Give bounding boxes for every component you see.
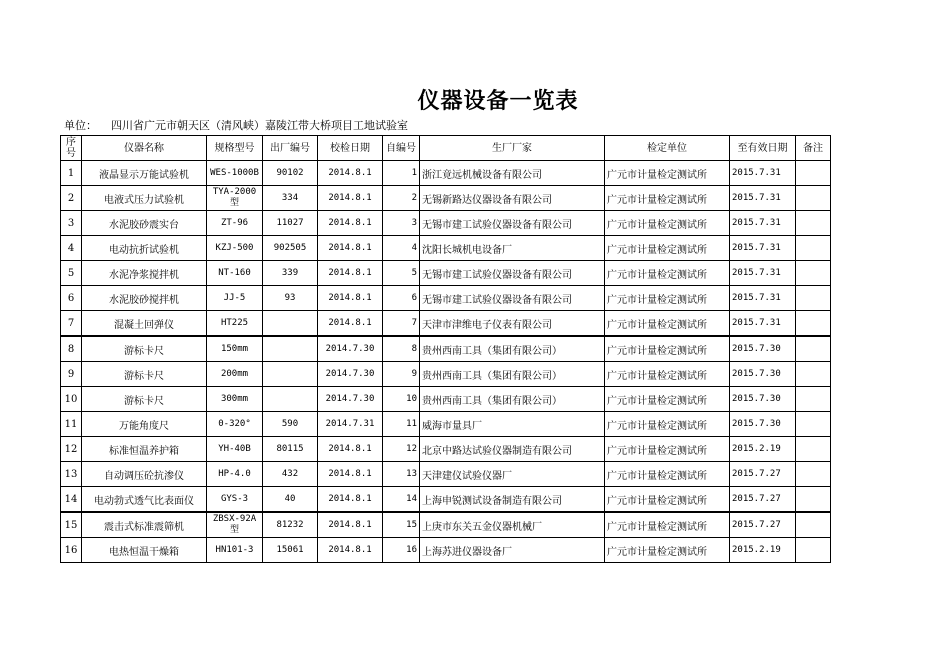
cell-date: 2014.8.1	[318, 512, 383, 538]
cell-inspector: 广元市计量检定测试所	[605, 512, 730, 538]
cell-maker: 上海申锐测试设备制造有限公司	[420, 487, 605, 513]
cell-maker: 天津建仪试验仪器厂	[420, 462, 605, 487]
table-row	[61, 512, 831, 538]
cell-remark	[796, 336, 831, 362]
cell-inspector: 广元市计量检定测试所	[605, 336, 730, 362]
cell-inspector: 广元市计量检定测试所	[605, 362, 730, 387]
header-date: 校检日期	[318, 136, 383, 161]
cell-remark	[796, 538, 831, 563]
cell-valid: 2015.7.30	[730, 336, 796, 362]
header-model: 规格型号	[207, 136, 263, 161]
cell-name: 电动抗折试验机	[82, 236, 207, 261]
header-name: 仪器名称	[82, 136, 207, 161]
cell-name: 游标卡尺	[82, 362, 207, 387]
cell-inspector: 广元市计量检定测试所	[605, 487, 730, 513]
table-row	[61, 487, 831, 513]
cell-remark	[796, 211, 831, 236]
cell-valid: 2015.7.27	[730, 512, 796, 538]
cell-maker: 威海市量具厂	[420, 412, 605, 437]
cell-date: 2014.8.1	[318, 437, 383, 462]
cell-remark	[796, 462, 831, 487]
cell-serial: 40	[263, 487, 318, 513]
cell-seq: 14	[61, 487, 82, 513]
cell-maker: 北京中路达试验仪器制造有限公司	[420, 437, 605, 462]
cell-seq: 10	[61, 387, 82, 412]
cell-seq: 11	[61, 412, 82, 437]
cell-seq: 16	[61, 538, 82, 563]
table-row	[61, 161, 831, 186]
cell-serial: 11027	[263, 211, 318, 236]
cell-self-no: 8	[383, 336, 420, 362]
cell-remark	[796, 512, 831, 538]
cell-seq: 15	[61, 512, 82, 538]
cell-seq: 1	[61, 161, 82, 186]
cell-serial: 432	[263, 462, 318, 487]
cell-model: 200mm	[207, 362, 263, 387]
unit-line	[64, 117, 408, 133]
cell-remark	[796, 362, 831, 387]
cell-maker: 天津市津维电子仪表有限公司	[420, 311, 605, 337]
cell-seq: 13	[61, 462, 82, 487]
cell-name: 水泥净浆搅拌机	[82, 261, 207, 286]
table-row	[61, 437, 831, 462]
cell-self-no: 16	[383, 538, 420, 563]
cell-self-no: 1	[383, 161, 420, 186]
cell-remark	[796, 311, 831, 337]
cell-serial: 93	[263, 286, 318, 311]
cell-date: 2014.7.30	[318, 362, 383, 387]
cell-serial: 339	[263, 261, 318, 286]
cell-inspector: 广元市计量检定测试所	[605, 387, 730, 412]
cell-seq: 3	[61, 211, 82, 236]
cell-model: ZT-96	[207, 211, 263, 236]
cell-remark	[796, 412, 831, 437]
header-self-no: 自编号	[383, 136, 420, 161]
cell-maker: 沈阳长城机电设备厂	[420, 236, 605, 261]
cell-inspector: 广元市计量检定测试所	[605, 412, 730, 437]
cell-remark	[796, 286, 831, 311]
cell-self-no: 4	[383, 236, 420, 261]
cell-seq: 8	[61, 336, 82, 362]
cell-model: JJ-5	[207, 286, 263, 311]
header-seq: 序号	[61, 136, 82, 161]
cell-valid: 2015.7.30	[730, 362, 796, 387]
cell-model: TYA-2000型	[207, 186, 263, 211]
cell-name: 水泥胶砂震实台	[82, 211, 207, 236]
cell-maker: 贵州西南工具（集团有限公司）	[420, 336, 605, 362]
cell-name: 电液式压力试验机	[82, 186, 207, 211]
cell-maker: 浙江竟远机械设备有限公司	[420, 161, 605, 186]
cell-self-no: 15	[383, 512, 420, 538]
cell-remark	[796, 487, 831, 513]
cell-self-no: 11	[383, 412, 420, 437]
table-row	[61, 236, 831, 261]
cell-remark	[796, 186, 831, 211]
table-header-row	[61, 136, 831, 161]
table-row	[61, 362, 831, 387]
cell-valid: 2015.7.30	[730, 387, 796, 412]
cell-date: 2014.8.1	[318, 538, 383, 563]
table-row	[61, 412, 831, 437]
cell-remark	[796, 387, 831, 412]
page-title: 仪器设备一览表	[417, 89, 579, 114]
unit-label: 单位：	[64, 119, 97, 132]
cell-self-no: 12	[383, 437, 420, 462]
cell-name: 游标卡尺	[82, 336, 207, 362]
cell-model: HT225	[207, 311, 263, 337]
header-maker: 生厂厂家	[420, 136, 605, 161]
cell-maker: 贵州西南工具（集团有限公司）	[420, 362, 605, 387]
cell-name: 自动调压砼抗渗仪	[82, 462, 207, 487]
cell-seq: 4	[61, 236, 82, 261]
cell-remark	[796, 261, 831, 286]
cell-valid: 2015.7.30	[730, 412, 796, 437]
cell-serial: 81232	[263, 512, 318, 538]
cell-inspector: 广元市计量检定测试所	[605, 311, 730, 337]
table-row	[61, 462, 831, 487]
cell-name: 标准恒温养护箱	[82, 437, 207, 462]
cell-valid: 2015.7.31	[730, 211, 796, 236]
cell-model: 300mm	[207, 387, 263, 412]
cell-model: YH-40B	[207, 437, 263, 462]
cell-remark	[796, 161, 831, 186]
cell-model: HN101-3	[207, 538, 263, 563]
cell-self-no: 13	[383, 462, 420, 487]
cell-name: 震击式标准震筛机	[82, 512, 207, 538]
equipment-table	[60, 135, 831, 563]
table-row	[61, 261, 831, 286]
cell-remark	[796, 236, 831, 261]
cell-serial: 590	[263, 412, 318, 437]
header-valid: 至有效日期	[730, 136, 796, 161]
cell-date: 2014.7.30	[318, 336, 383, 362]
table-row	[61, 538, 831, 563]
cell-inspector: 广元市计量检定测试所	[605, 286, 730, 311]
cell-serial: 902505	[263, 236, 318, 261]
cell-valid: 2015.7.27	[730, 462, 796, 487]
cell-inspector: 广元市计量检定测试所	[605, 186, 730, 211]
cell-inspector: 广元市计量检定测试所	[605, 261, 730, 286]
cell-maker: 贵州西南工具（集团有限公司）	[420, 387, 605, 412]
cell-seq: 6	[61, 286, 82, 311]
table-row	[61, 286, 831, 311]
cell-inspector: 广元市计量检定测试所	[605, 462, 730, 487]
cell-serial: 334	[263, 186, 318, 211]
cell-self-no: 14	[383, 487, 420, 513]
cell-name: 电热恒温干燥箱	[82, 538, 207, 563]
cell-date: 2014.8.1	[318, 186, 383, 211]
cell-maker: 上海苏进仪器设备厂	[420, 538, 605, 563]
cell-maker: 无锡市建工试验仪器设备有限公司	[420, 286, 605, 311]
cell-date: 2014.8.1	[318, 161, 383, 186]
cell-self-no: 2	[383, 186, 420, 211]
cell-date: 2014.8.1	[318, 462, 383, 487]
cell-model: HP-4.0	[207, 462, 263, 487]
cell-date: 2014.8.1	[318, 236, 383, 261]
table-row	[61, 186, 831, 211]
cell-self-no: 3	[383, 211, 420, 236]
cell-maker: 上庚市东关五金仪器机械厂	[420, 512, 605, 538]
cell-inspector: 广元市计量检定测试所	[605, 236, 730, 261]
cell-model: ZBSX-92A型	[207, 512, 263, 538]
unit-value: 四川省广元市朝天区（清风峡）嘉陵江带大桥项目工地试验室	[111, 119, 408, 132]
cell-valid: 2015.7.31	[730, 261, 796, 286]
cell-inspector: 广元市计量检定测试所	[605, 538, 730, 563]
cell-model: WES-1000B	[207, 161, 263, 186]
cell-maker: 无锡市建工试验仪器设备有限公司	[420, 211, 605, 236]
cell-model: KZJ-500	[207, 236, 263, 261]
cell-seq: 9	[61, 362, 82, 387]
cell-maker: 无锡市建工试验仪器设备有限公司	[420, 261, 605, 286]
cell-model: 150mm	[207, 336, 263, 362]
cell-valid: 2015.2.19	[730, 538, 796, 563]
cell-inspector: 广元市计量检定测试所	[605, 211, 730, 236]
header-remark: 备注	[796, 136, 831, 161]
cell-serial	[263, 336, 318, 362]
cell-maker: 无锡新路达仪器设备有限公司	[420, 186, 605, 211]
cell-seq: 2	[61, 186, 82, 211]
cell-seq: 7	[61, 311, 82, 337]
cell-valid: 2015.7.31	[730, 161, 796, 186]
cell-date: 2014.7.30	[318, 387, 383, 412]
cell-remark	[796, 437, 831, 462]
cell-name: 游标卡尺	[82, 387, 207, 412]
cell-valid: 2015.7.31	[730, 311, 796, 337]
cell-date: 2014.8.1	[318, 261, 383, 286]
cell-model: NT-160	[207, 261, 263, 286]
cell-date: 2014.8.1	[318, 211, 383, 236]
cell-valid: 2015.7.31	[730, 236, 796, 261]
cell-serial	[263, 311, 318, 337]
cell-name: 液晶显示万能试验机	[82, 161, 207, 186]
header-serial: 出厂编号	[263, 136, 318, 161]
cell-valid: 2015.7.31	[730, 186, 796, 211]
cell-name: 电动勃式透气比表面仪	[82, 487, 207, 513]
cell-serial: 90102	[263, 161, 318, 186]
cell-self-no: 7	[383, 311, 420, 337]
cell-model: GYS-3	[207, 487, 263, 513]
cell-date: 2014.8.1	[318, 311, 383, 337]
cell-date: 2014.7.31	[318, 412, 383, 437]
cell-valid: 2015.2.19	[730, 437, 796, 462]
cell-inspector: 广元市计量检定测试所	[605, 437, 730, 462]
table-row	[61, 211, 831, 236]
cell-date: 2014.8.1	[318, 286, 383, 311]
table-row	[61, 387, 831, 412]
table-row	[61, 336, 831, 362]
cell-name: 水泥胶砂搅拌机	[82, 286, 207, 311]
cell-self-no: 6	[383, 286, 420, 311]
cell-seq: 5	[61, 261, 82, 286]
cell-inspector: 广元市计量检定测试所	[605, 161, 730, 186]
cell-date: 2014.8.1	[318, 487, 383, 513]
cell-serial	[263, 362, 318, 387]
cell-serial	[263, 387, 318, 412]
table-row	[61, 311, 831, 337]
cell-name: 万能角度尺	[82, 412, 207, 437]
cell-seq: 12	[61, 437, 82, 462]
cell-serial: 80115	[263, 437, 318, 462]
cell-serial: 15061	[263, 538, 318, 563]
cell-self-no: 9	[383, 362, 420, 387]
header-inspector: 检定单位	[605, 136, 730, 161]
cell-name: 混凝土回弹仪	[82, 311, 207, 337]
cell-valid: 2015.7.31	[730, 286, 796, 311]
cell-self-no: 10	[383, 387, 420, 412]
cell-self-no: 5	[383, 261, 420, 286]
cell-valid: 2015.7.27	[730, 487, 796, 513]
cell-model: 0-320°	[207, 412, 263, 437]
